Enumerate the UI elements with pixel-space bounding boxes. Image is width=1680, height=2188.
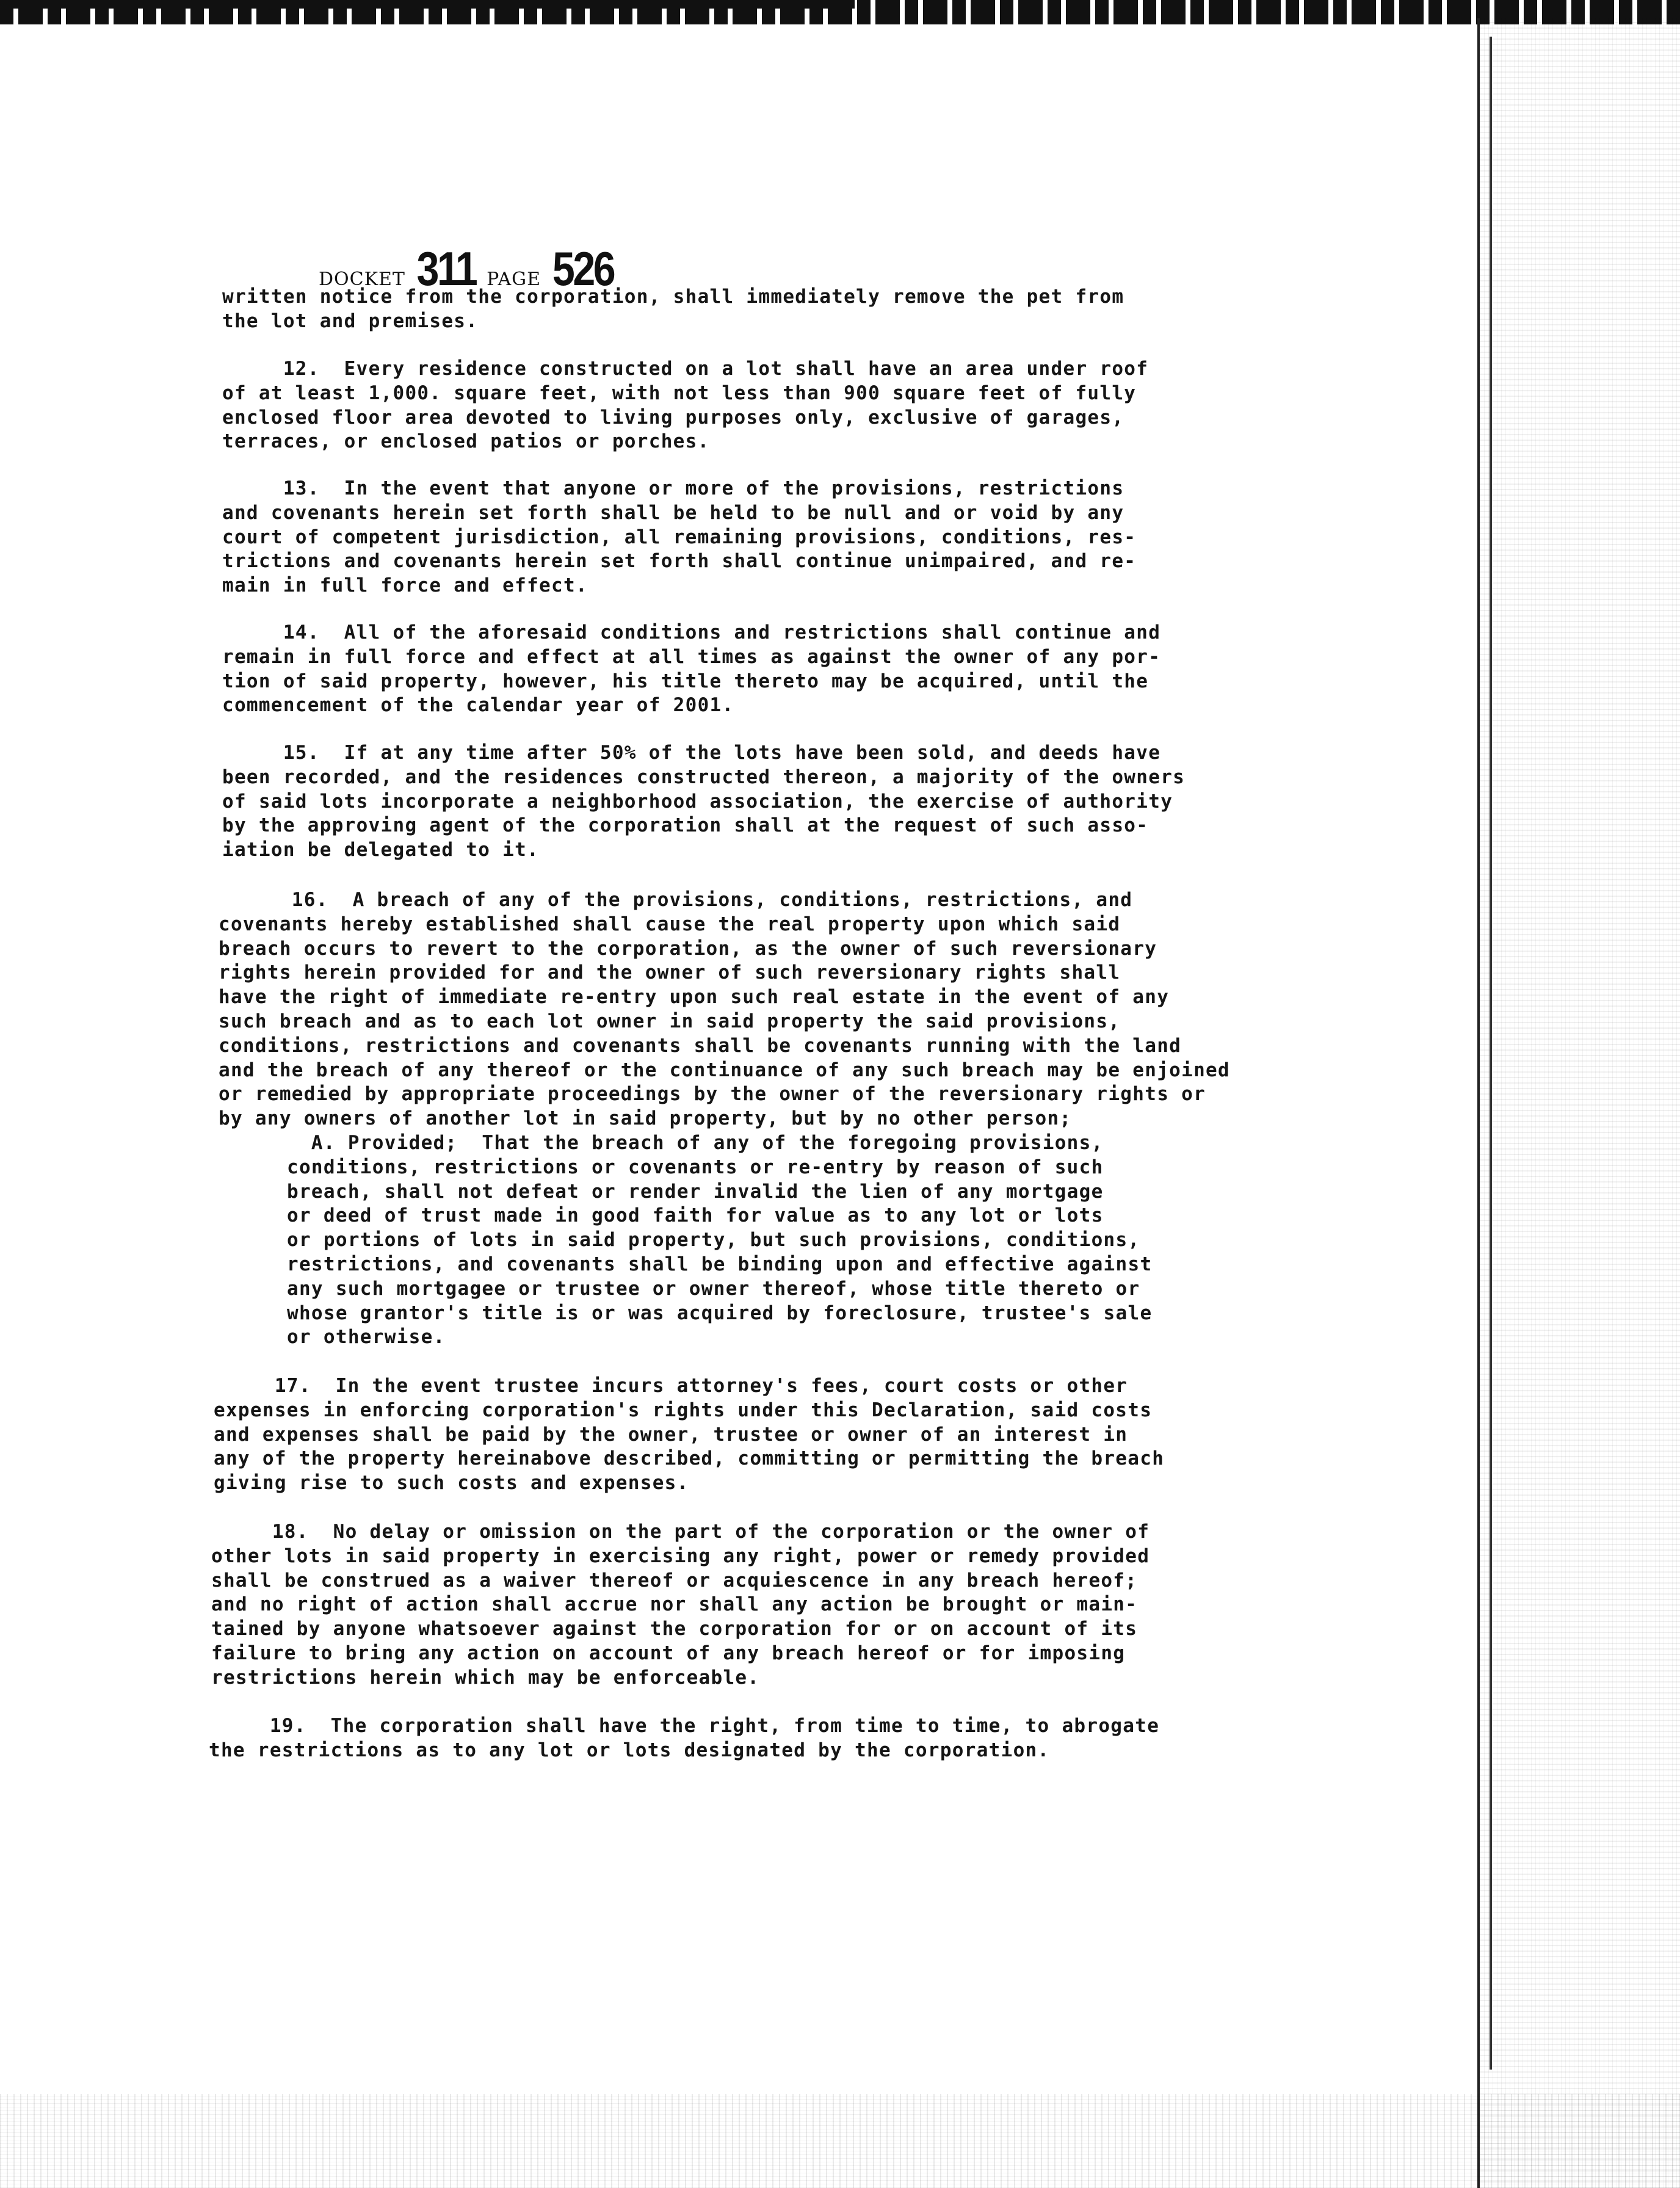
text-line: iation be delegated to it. bbox=[222, 839, 540, 861]
text-line: by any owners of another lot in said property, but by no other person; bbox=[219, 1107, 1072, 1130]
text-line: expenses in enforcing corporation's rights under this Declaration, said costs bbox=[214, 1399, 1153, 1421]
text-line: or otherwise. bbox=[287, 1326, 446, 1349]
text-line: by the approving agent of the corporation shall at the request of such asso- bbox=[222, 814, 1149, 837]
text-line: other lots in said property in exercising any right, power or remedy provided bbox=[211, 1545, 1150, 1567]
paragraph-16 bbox=[219, 888, 1230, 1131]
text-line: and the breach of any thereof or the continuance of any such breach may be enjoined bbox=[219, 1059, 1230, 1081]
text-line: any of the property hereinabove described, committing or permitting the breach bbox=[214, 1447, 1165, 1470]
paragraph-19 bbox=[209, 1714, 1159, 1763]
text-line: main in full force and effect. bbox=[222, 574, 588, 597]
text-line: shall be construed as a waiver thereof or acquiescence in any breach hereof; bbox=[211, 1569, 1138, 1592]
text-line: 19. The corporation shall have the right, from time to time, to abrogate bbox=[209, 1715, 1160, 1737]
text-line: conditions, restrictions or covenants or re-entry by reason of such bbox=[287, 1156, 1104, 1178]
text-line: 13. In the event that anyone or more of the provisions, restrictions bbox=[222, 477, 1124, 499]
text-line: have the right of immediate re-entry upon such real estate in the event of any bbox=[219, 986, 1170, 1009]
text-line: restrictions herein which may be enforceable. bbox=[211, 1666, 760, 1689]
text-line: conditions, restrictions and covenants shall be covenants running with the land bbox=[219, 1034, 1182, 1057]
paragraph-14 bbox=[222, 621, 1160, 718]
text-line: breach, shall not defeat or render invalid the lien of any mortgage bbox=[287, 1180, 1104, 1203]
page-label: PAGE bbox=[487, 269, 541, 290]
text-line: and expenses shall be paid by the owner, trustee or owner of an interest in bbox=[214, 1423, 1128, 1446]
text-line: remain in full force and effect at all times as against the owner of any por- bbox=[222, 645, 1161, 668]
text-line: giving rise to such costs and expenses. bbox=[214, 1472, 689, 1494]
text-line: failure to bring any action on account of any breach hereof or for imposing bbox=[211, 1642, 1126, 1664]
text-line: been recorded, and the residences constructed thereon, a majority of the owners bbox=[222, 766, 1186, 788]
text-line: court of competent jurisdiction, all remaining provisions, conditions, res- bbox=[222, 526, 1137, 548]
text-line: the restrictions as to any lot or lots designated by the corporation. bbox=[209, 1739, 1050, 1761]
scan-right-edge bbox=[1477, 18, 1680, 2188]
paragraph-11-continued bbox=[222, 285, 1124, 334]
text-line: and covenants herein set forth shall be held to be null and or void by any bbox=[222, 501, 1124, 524]
text-line: such breach and as to each lot owner in said property the said provisions, bbox=[219, 1010, 1121, 1032]
text-line: trictions and covenants herein set forth shall continue unimpaired, and re- bbox=[222, 550, 1137, 573]
page-number: 526 bbox=[552, 242, 614, 295]
text-line: 17. In the event trustee incurs attorney's fees, court costs or other bbox=[214, 1375, 1128, 1397]
text-line: any such mortgagee or trustee or owner thereof, whose title thereto or bbox=[287, 1277, 1140, 1300]
paragraph-18 bbox=[211, 1520, 1150, 1690]
text-line: 15. If at any time after 50% of the lots have been sold, and deeds have bbox=[222, 742, 1161, 764]
text-line: restrictions, and covenants shall be binding upon and effective against bbox=[287, 1253, 1153, 1275]
text-line: or deed of trust made in good faith for value as to any lot or lots bbox=[287, 1204, 1104, 1227]
text-line: tained by anyone whatsoever against the corporation for or on account of its bbox=[211, 1618, 1138, 1640]
text-line: whose grantor's title is or was acquired by foreclosure, trustee's sale bbox=[287, 1302, 1153, 1324]
text-line: tion of said property, however, his title thereto may be acquired, until the bbox=[222, 670, 1149, 692]
text-line: or remedied by appropriate proceedings by the owner of the reversionary rights or bbox=[219, 1083, 1206, 1106]
text-line: rights herein provided for and the owner of such reversionary rights shall bbox=[219, 962, 1121, 984]
text-line: 16. A breach of any of the provisions, conditions, restrictions, and bbox=[219, 889, 1133, 911]
paragraph-16a bbox=[287, 1131, 1152, 1350]
text-line: enclosed floor area devoted to living purposes only, exclusive of garages, bbox=[222, 406, 1124, 429]
text-line: written notice from the corporation, shall immediately remove the pet from bbox=[222, 286, 1124, 308]
scan-bottom-noise bbox=[0, 2094, 1680, 2188]
text-line: of at least 1,000. square feet, with not less than 900 square feet of fully bbox=[222, 382, 1137, 404]
paragraph-13 bbox=[222, 477, 1136, 598]
text-line: 18. No delay or omission on the part of the corporation or the owner of bbox=[211, 1521, 1150, 1543]
text-line: A. Provided; That the breach of any of the foregoing provisions, bbox=[287, 1132, 1104, 1154]
text-line: covenants hereby established shall cause the real property upon which said bbox=[219, 913, 1121, 935]
text-line: commencement of the calendar year of 2001. bbox=[222, 694, 734, 717]
text-line: 12. Every residence constructed on a lot shall have an area under roof bbox=[222, 358, 1149, 380]
docket-label: DOCKET bbox=[319, 269, 405, 290]
text-line: breach occurs to revert to the corporation, as the owner of such reversionary bbox=[219, 937, 1157, 960]
paragraph-15 bbox=[222, 741, 1185, 863]
text-line: or portions of lots in said property, but such provisions, conditions, bbox=[287, 1229, 1140, 1252]
docket-number: 311 bbox=[416, 242, 476, 295]
scan-top-fill bbox=[0, 0, 855, 9]
paragraph-12 bbox=[222, 357, 1148, 454]
text-line: and no right of action shall accrue nor shall any action be brought or main- bbox=[211, 1593, 1138, 1616]
text-line: of said lots incorporate a neighborhood association, the exercise of authority bbox=[222, 790, 1173, 813]
scan-page-edge-line bbox=[1490, 37, 1492, 2070]
paragraph-17 bbox=[214, 1374, 1164, 1496]
text-line: the lot and premises. bbox=[222, 310, 479, 332]
text-line: terraces, or enclosed patios or porches. bbox=[222, 430, 710, 453]
text-line: 14. All of the aforesaid conditions and restrictions shall continue and bbox=[222, 621, 1161, 643]
